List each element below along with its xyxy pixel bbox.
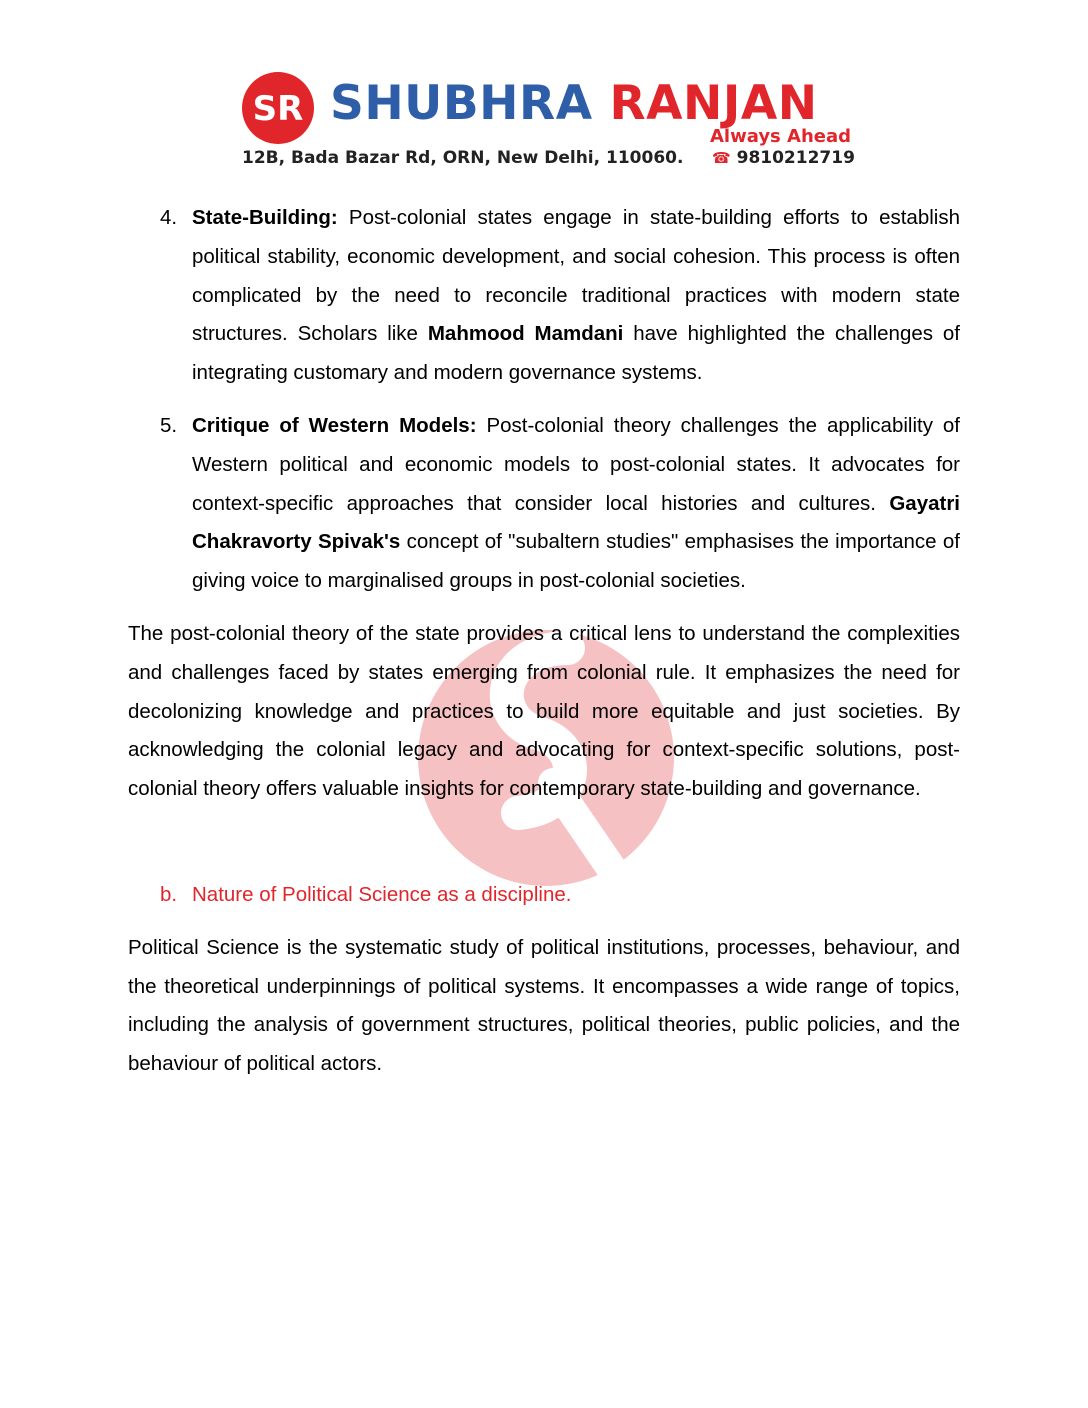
spacer: [128, 823, 960, 876]
section-paragraph: Political Science is the systematic study of political institutions, processes, behaviour, and the theoretical underpinnings of political systems. It encompasses a wide range of topics, including the analysis of government structures, political theories, public policies, and the behaviour of political actors.: [128, 935, 960, 1076]
list-item-number: 4.: [160, 206, 178, 229]
list-item-text: Post-colonial theory challenges the applicability of Western political and economic models to post-colonial states. It advocates for context-specific approaches that consider local histories and cultures.: [192, 413, 960, 515]
logo-text: SR: [252, 89, 304, 129]
brand-name-part2: RANJAN: [609, 76, 818, 131]
sr-logo-icon: [240, 70, 316, 146]
address: 12B, Bada Bazar Rd, ORN, New Delhi, 110060.: [242, 148, 684, 168]
letterhead: [0, 62, 1088, 182]
section-heading: [128, 876, 960, 915]
page-content: [128, 199, 960, 1098]
list-item-number: 5.: [160, 413, 178, 437]
brand-name: [330, 76, 818, 132]
scholar-name: Mahmood Mamdani: [427, 322, 624, 346]
brand-name-part1: SHUBHRA: [330, 76, 593, 131]
phone-icon: ☎: [712, 149, 731, 167]
conclusion-paragraph: The post-colonial theory of the state provides a critical lens to understand the complexities and challenges faced by states emerging from colonial rule. It emphasizes the need for decolonizing knowledge and practices to build more equitable and just societies. By acknowledging the colonial legacy and advocating for context-specific solutions, post-colonial theory offers valuable insights for contemporary state-building and governance.: [128, 621, 960, 801]
list-item-title: State-Building:: [192, 206, 338, 229]
list-item-text: concept of "subaltern studies" emphasises the importance of giving voice to marginalised groups in post-colonial societies.: [192, 530, 960, 593]
phone-number: 9810212719: [736, 148, 855, 168]
phone: [712, 148, 855, 168]
scholar-name: Gayatri Chakravorty Spivak's: [192, 491, 960, 554]
list-item-title: Critique of Western Models:: [192, 413, 477, 437]
list-item-text: Post-colonial states engage in state-building efforts to establish political stability, economic development, and social cohesion. This process is often complicated by the need to reconcile traditional practices with modern state structures. Scholars like: [192, 206, 960, 346]
section-title: Nature of Political Science as a discipline.: [192, 882, 572, 906]
list-item: [128, 407, 960, 601]
section-number: b.: [160, 882, 178, 906]
list-item: [128, 199, 960, 393]
brand-tagline: Always Ahead: [710, 126, 852, 147]
list-item-text: have highlighted the challenges of integrating customary and modern governance systems.: [192, 322, 960, 385]
